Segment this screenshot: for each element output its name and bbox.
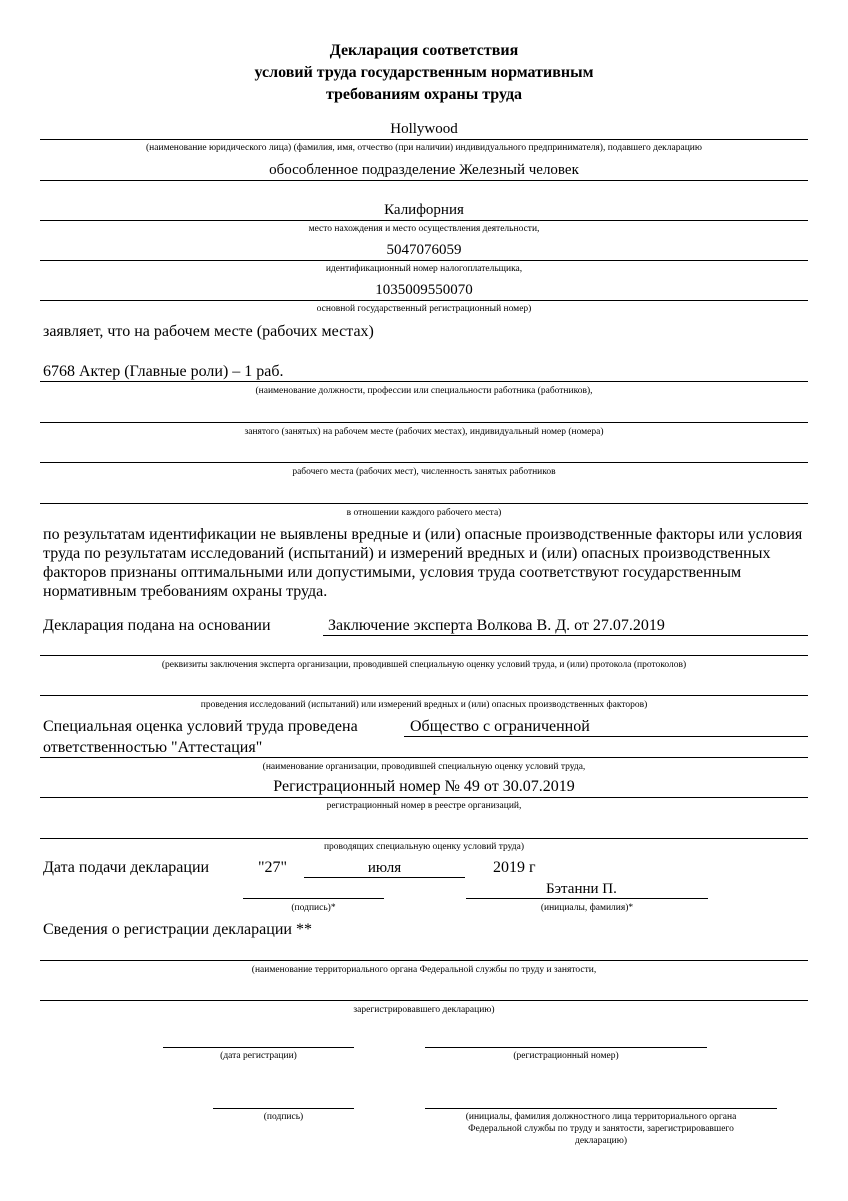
submission-year: 2019 г bbox=[493, 859, 536, 876]
applicant-location: Калифорния bbox=[384, 202, 464, 218]
applicant-inn: 5047076059 bbox=[386, 242, 462, 258]
signature-line bbox=[243, 898, 384, 899]
basis-line-2 bbox=[40, 695, 808, 696]
assessment-reg-caption-2: проводящих специальную оценку условий труда) bbox=[323, 842, 525, 852]
assessment-org-caption: (наименование организации, проводившей специальную оценку условий труда, bbox=[262, 762, 586, 772]
submission-day: "27" bbox=[258, 859, 288, 876]
document-title bbox=[0, 40, 848, 106]
assessment-reg-line-2 bbox=[40, 838, 808, 839]
workplace-line-2 bbox=[40, 422, 808, 423]
registration-caption-2: зарегистрировавшего декларацию) bbox=[353, 1005, 495, 1015]
submission-month-line bbox=[304, 877, 465, 878]
submission-signer: Бэтанни П. bbox=[546, 881, 617, 897]
assessment-label: Специальная оценка условий труда проведена bbox=[43, 718, 358, 735]
ogrn-line bbox=[40, 300, 808, 301]
workplace-caption-3: рабочего места (рабочих мест), численность занятых работников bbox=[292, 467, 556, 477]
basis-caption-1: (реквизиты заключения эксперта организации, проводившей специальную оценку условий труда, и (или) протокола (протоколов) bbox=[161, 660, 687, 670]
declares-text: заявляет, что на рабочем месте (рабочих местах) bbox=[43, 323, 374, 340]
basis-value-line bbox=[323, 635, 808, 636]
registration-official-caption-line-1: (инициалы, фамилия должностного лица территориального органа bbox=[465, 1112, 737, 1122]
location-line bbox=[40, 220, 808, 221]
position-caption: (наименование должности, профессии или специальности работника (работников), bbox=[255, 386, 593, 396]
applicant-ogrn: 1035009550070 bbox=[375, 282, 473, 298]
workplace-caption-4: в отношении каждого рабочего места) bbox=[346, 508, 502, 518]
registration-date-line bbox=[163, 1047, 354, 1048]
workplace-line-3 bbox=[40, 462, 808, 463]
title-line-3: требованиям охраны труда bbox=[325, 86, 523, 103]
applicant-name-line bbox=[40, 139, 808, 140]
workplace-line-4 bbox=[40, 503, 808, 504]
subdivision-line bbox=[40, 180, 808, 181]
registration-official-caption bbox=[425, 1111, 777, 1147]
title-line-2: условий труда государственным нормативным bbox=[254, 64, 594, 81]
applicant-subdivision: обособленное подразделение Железный человек bbox=[269, 162, 579, 178]
basis-value: Заключение эксперта Волкова В. Д. от 27.07.2019 bbox=[328, 617, 665, 634]
workplace-position: 6768 Актер (Главные роли) – 1 раб. bbox=[43, 363, 284, 380]
assessment-reg-number: Регистрационный номер № 49 от 30.07.2019 bbox=[273, 778, 575, 795]
registration-official-caption-line-2: Федеральной службы по труду и занятости, зарегистрировавшего bbox=[468, 1124, 734, 1134]
inn-caption: идентификационный номер налогоплательщика, bbox=[325, 264, 523, 274]
assessment-org-part-2: ответственностью "Аттестация" bbox=[43, 739, 263, 756]
assessment-org-line-1 bbox=[404, 736, 808, 737]
position-line bbox=[40, 381, 808, 382]
initials-caption: (инициалы, фамилия)* bbox=[540, 903, 634, 913]
submission-label: Дата подачи декларации bbox=[43, 859, 210, 876]
registration-caption-1: (наименование территориального органа Федеральной службы по труду и занятости, bbox=[251, 965, 597, 975]
registration-official-line bbox=[425, 1108, 777, 1109]
registration-line-1 bbox=[40, 960, 808, 961]
workplace-caption-2: занятого (занятых) на рабочем месте (рабочих местах), индивидуальный номер (номера) bbox=[244, 427, 604, 437]
title-line-1: Декларация соответствия bbox=[329, 42, 519, 59]
submission-month: июля bbox=[367, 860, 402, 876]
applicant-name: Hollywood bbox=[390, 121, 458, 137]
basis-label: Декларация подана на основании bbox=[43, 617, 271, 634]
assessment-org-line-2 bbox=[40, 757, 808, 758]
ogrn-caption: основной государственный регистрационный номер) bbox=[316, 304, 532, 314]
assessment-reg-caption: регистрационный номер в реестре организаций, bbox=[326, 801, 522, 811]
registration-number-line bbox=[425, 1047, 707, 1048]
registration-signature-caption: (подпись) bbox=[263, 1112, 304, 1122]
assessment-reg-line bbox=[40, 797, 808, 798]
signature-caption: (подпись)* bbox=[291, 903, 336, 913]
basis-caption-2: проведения исследований (испытаний) или измерений вредных и (или) опасных производственных факторов) bbox=[200, 700, 648, 710]
initials-line bbox=[466, 898, 708, 899]
assessment-org-part-1: Общество с ограниченной bbox=[410, 718, 590, 735]
registration-line-2 bbox=[40, 1000, 808, 1001]
registration-number-caption: (регистрационный номер) bbox=[513, 1051, 619, 1061]
location-caption: место нахождения и место осуществления деятельности, bbox=[308, 224, 540, 234]
result-paragraph: по результатам идентификации не выявлены вредные и (или) опасные производственные факторы или условия труда по результатам исследований (испытаний) и измерений вредных и (или) опасных производственных факторов признаны оптимальными или допустимыми, условия труда соответствуют государственным нормативным требованиям охраны труда. bbox=[43, 526, 803, 600]
registration-official-caption-line-3: декларацию) bbox=[574, 1136, 628, 1146]
registration-signature-line bbox=[213, 1108, 354, 1109]
registration-date-caption: (дата регистрации) bbox=[220, 1051, 297, 1061]
inn-line bbox=[40, 260, 808, 261]
basis-line bbox=[40, 655, 808, 656]
registration-label: Сведения о регистрации декларации ** bbox=[43, 921, 312, 938]
applicant-name-caption: (наименование юридического лица) (фамилия, имя, отчество (при наличии) индивидуального предпринимателя), подавшего декларацию bbox=[146, 143, 702, 153]
